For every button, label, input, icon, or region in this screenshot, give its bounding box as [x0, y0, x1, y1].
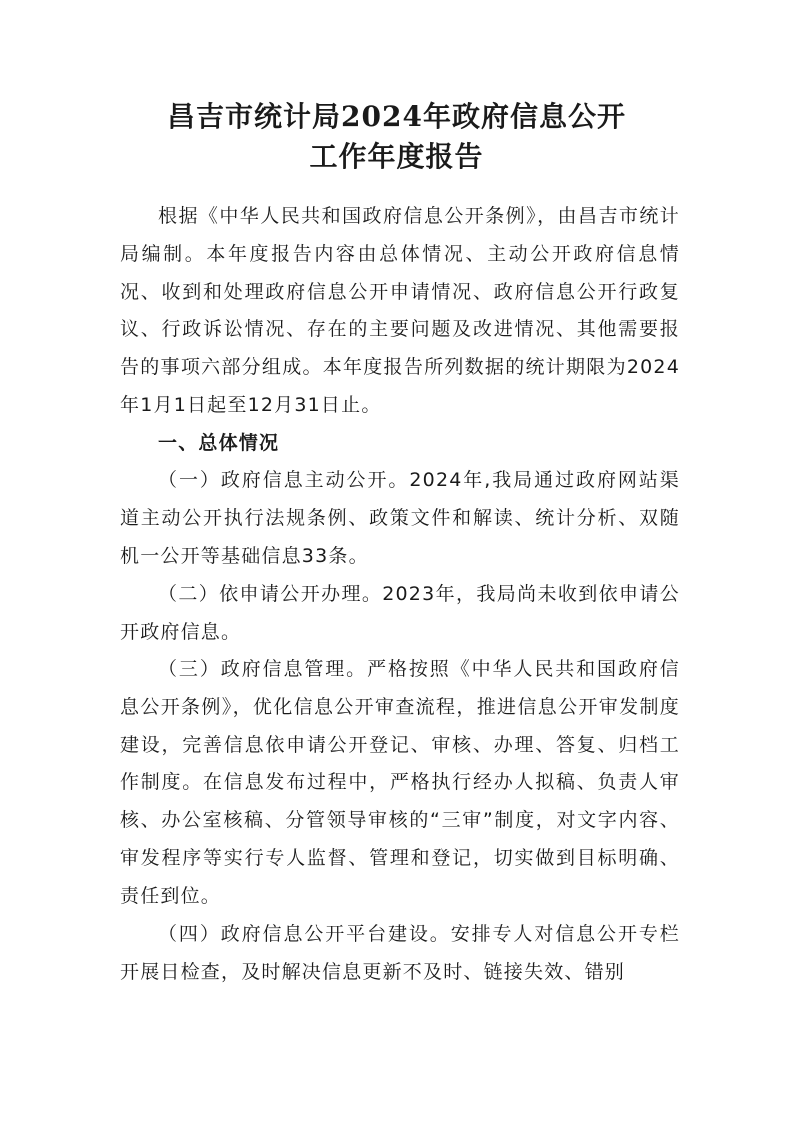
paragraph-information-management: （三）政府信息管理。严格按照《中华人民共和国政府信息公开条例》，优化信息公开审查流程，推进信息公开审发制度建设，完善信息依申请公开登记、审核、办理、答复、归档工作制度。在信息发布过程中，严格执行经办人拟稿、负责人审核、办公室核稿、分管领导审核的“三审”制度，对文字内容、审发程序等实行专人监督、管理和登记，切实做到目标明确、责任到位。 [120, 658, 680, 907]
intro-paragraph: 根据《中华人民共和国政府信息公开条例》，由昌吉市统计局编制。本年度报告内容由总体情况、主动公开政府信息情况、收到和处理政府信息公开申请情况、政府信息公开行政复议、行政诉讼情况、存在的主要问题及改进情况、其他需要报告的事项六部分组成。本年度报告所列数据的统计期限为2024年1月1日起至12月31日止。 [120, 205, 680, 416]
section-heading-overview: 一、总体情况 [158, 432, 280, 454]
report-title-line-2: 工作年度报告 [309, 140, 484, 173]
paragraph-active-disclosure: （一）政府信息主动公开。2024年,我局通过政府网站渠道主动公开执行法规条例、政策文件和解读、统计分析、双随机一公开等基础信息33条。 [120, 469, 680, 567]
paragraph-application-disclosure: （二）依申请公开办理。2023年，我局尚未收到依申请公开政府信息。 [120, 583, 680, 643]
paragraph-platform-construction: （四）政府信息公开平台建设。安排专人对信息公开专栏开展日检查，及时解决信息更新不及时、链接失效、错别 [120, 923, 680, 983]
report-title-line-1: 昌吉市统计局2024年政府信息公开 [167, 100, 626, 133]
